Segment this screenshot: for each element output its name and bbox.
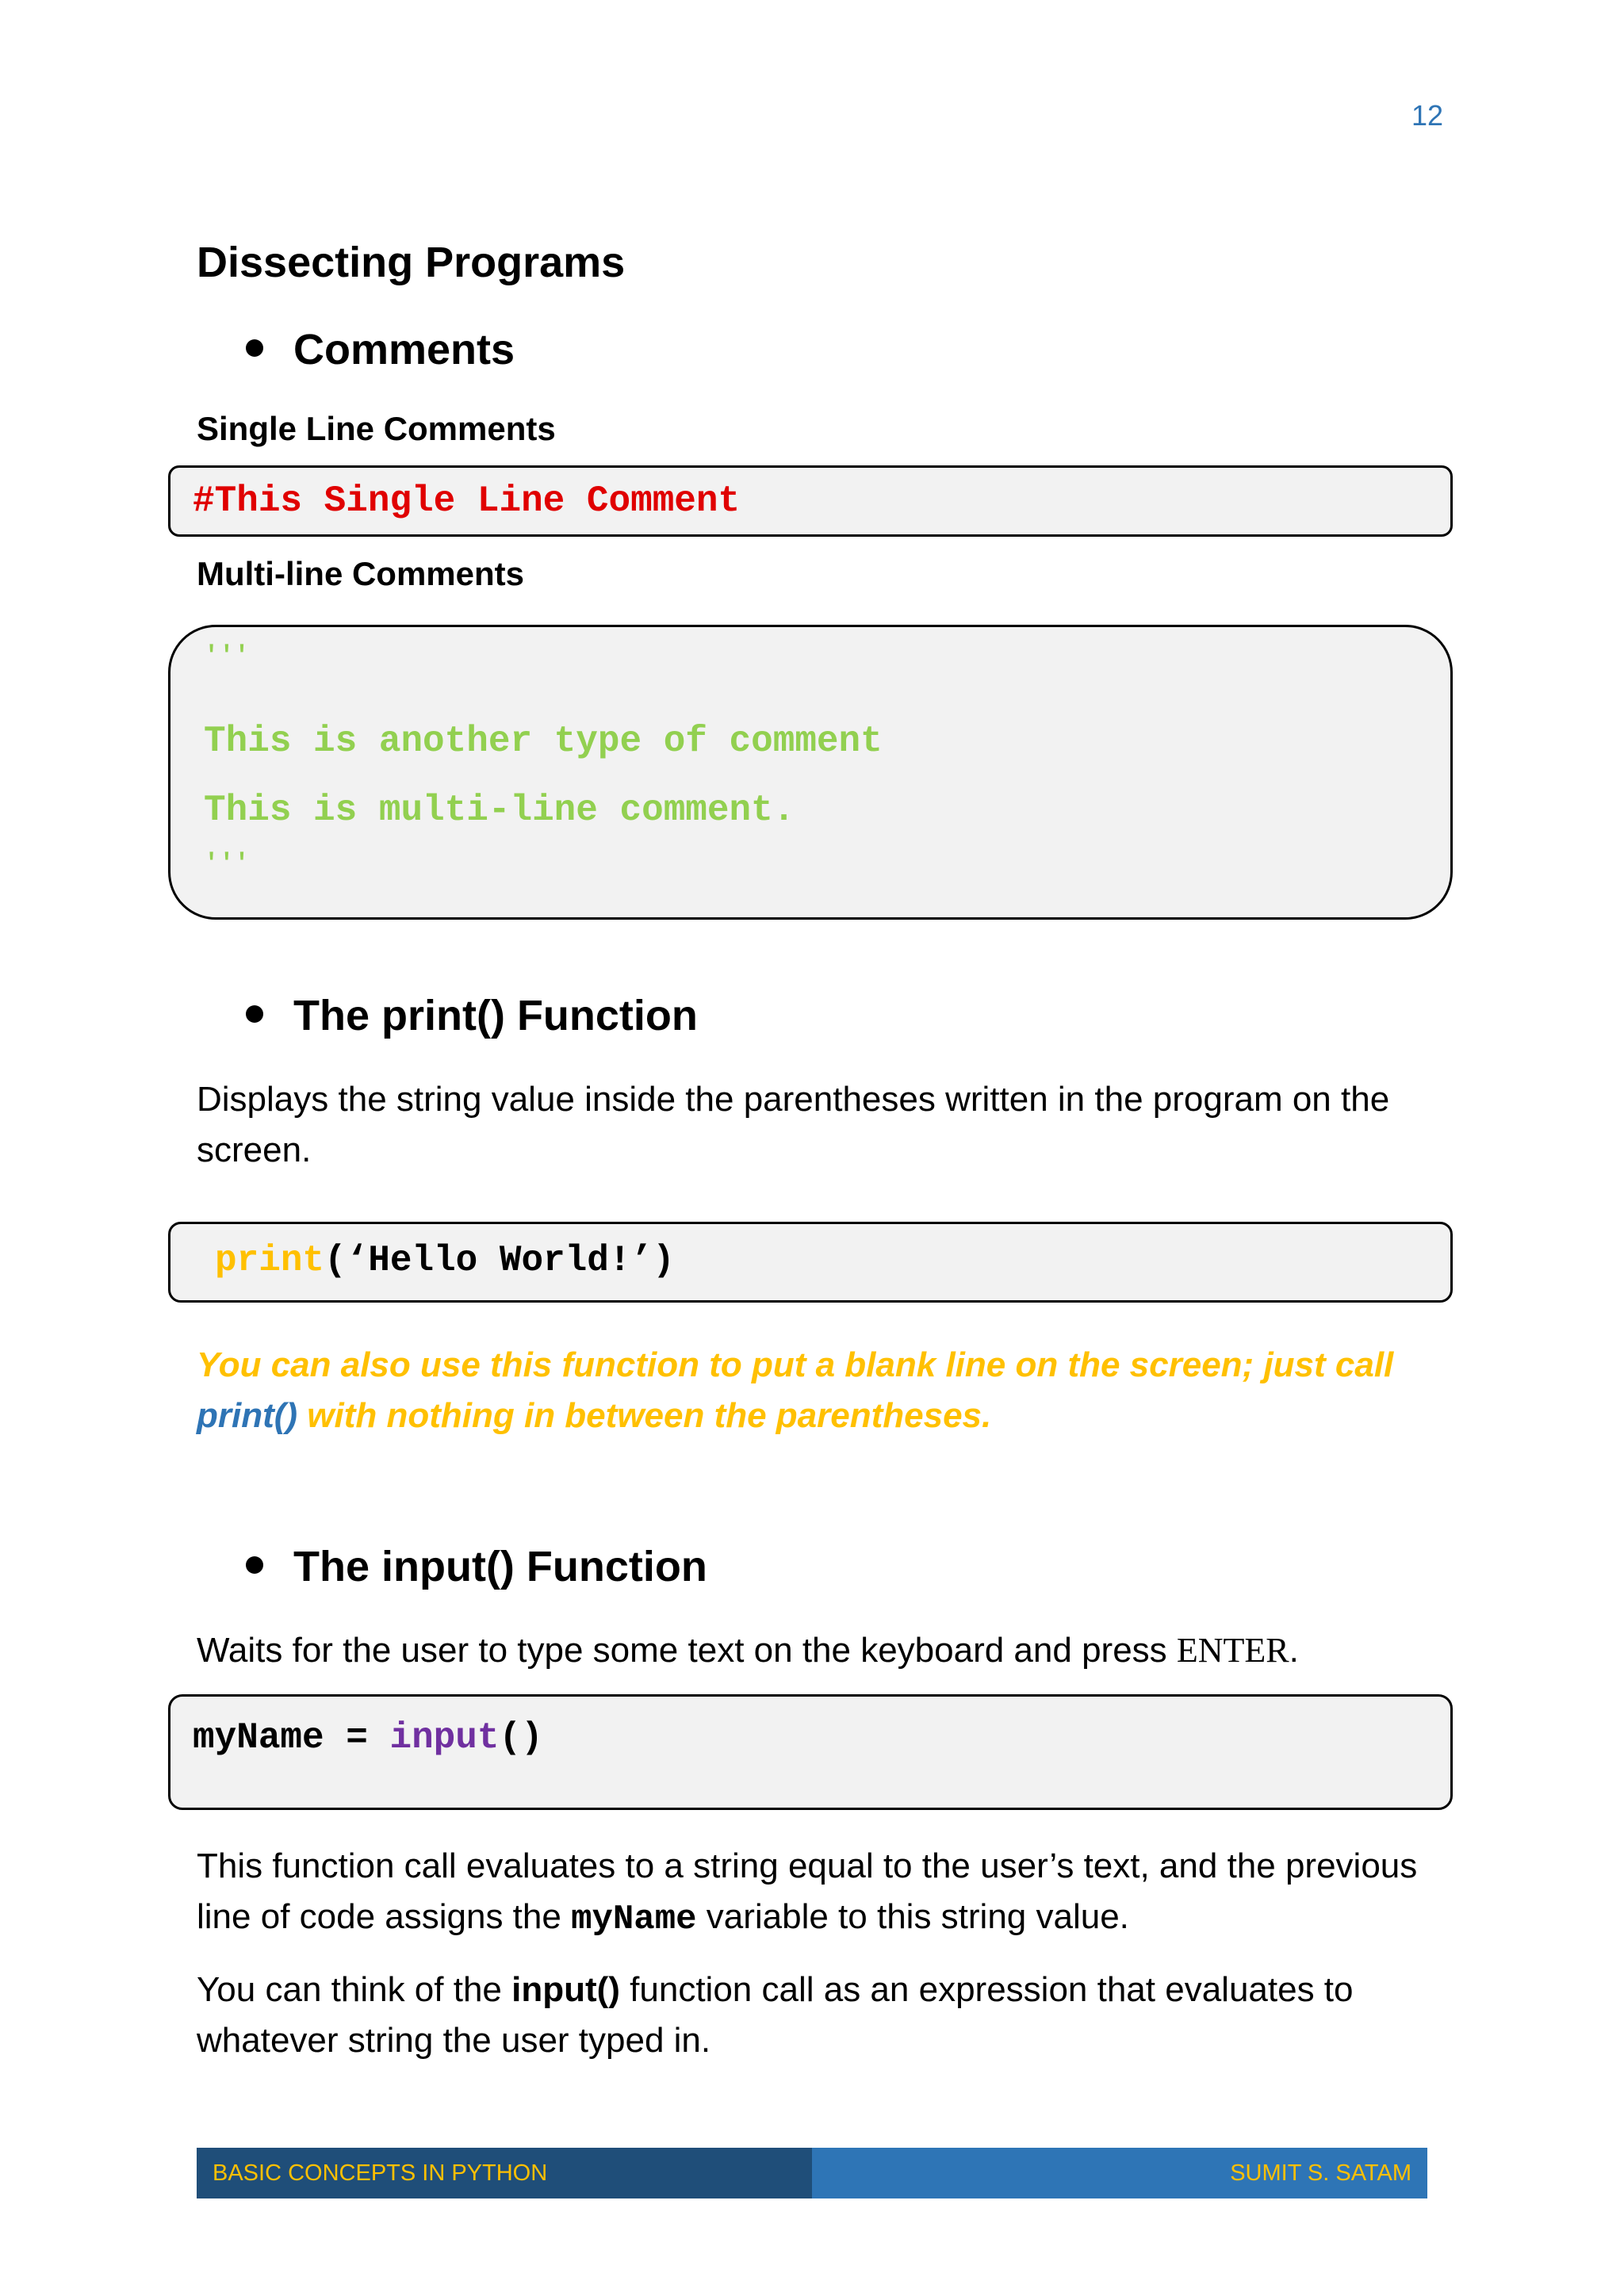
multi-line-code-line: ''' [204, 641, 250, 671]
section-title: Dissecting Programs [197, 239, 626, 286]
input-heading-text: The input() Function [293, 1543, 707, 1590]
multi-line-comments-heading: Multi-line Comments [197, 555, 525, 592]
print-heading [246, 991, 698, 1040]
print-note [197, 1340, 1465, 1441]
multi-line-code-box [168, 625, 1453, 920]
para2-fn: input() [511, 1970, 620, 2009]
input-code-parens: () [499, 1717, 543, 1758]
print-note-text: You can also use this function to put a blank line on the screen; just call [197, 1345, 1394, 1384]
print-description: Displays the string value inside the parentheses written in the program on the screen. [197, 1080, 1390, 1169]
print-heading-text: The print() Function [293, 992, 698, 1039]
bullet-icon [246, 339, 263, 357]
enter-key-text: ENTER [1176, 1631, 1289, 1670]
input-description [197, 1625, 1450, 1676]
footer-left-text: BASIC CONCEPTS IN PYTHON [213, 2160, 548, 2186]
para1-text: This function call evaluates to a string equal to the user’s text, and the previous line of code assigns the [197, 1846, 1418, 1936]
print-code-args: (‘Hello World!’) [324, 1240, 675, 1281]
single-line-code-box [168, 465, 1453, 537]
input-code-func: input [389, 1717, 500, 1758]
comments-heading [246, 325, 515, 374]
bullet-icon [246, 1556, 263, 1574]
multi-line-code-line: ''' [204, 849, 250, 878]
bullet-icon [246, 1005, 263, 1023]
single-line-comments-heading: Single Line Comments [197, 410, 556, 447]
input-code-box [168, 1694, 1453, 1810]
print-code-box [168, 1222, 1453, 1303]
input-code [193, 1717, 543, 1758]
footer-right-text: SUMIT S. SATAM [1230, 2160, 1411, 2186]
para2-text-2: function call as an expression that evaluates to whatever string the user typed in. [197, 1970, 1354, 2060]
print-code-func: print [215, 1240, 325, 1281]
para2-text: You can think of the [197, 1970, 512, 2009]
print-note-fn: print() [197, 1396, 298, 1435]
page-number: 12 [1411, 99, 1443, 132]
para1-var: myName [571, 1900, 697, 1939]
multi-line-code-line: This is multi-line comment. [204, 790, 795, 831]
input-heading [246, 1542, 707, 1591]
print-note-text-2: with nothing in between the parentheses. [297, 1396, 992, 1435]
para1-text-2: variable to this string value. [696, 1897, 1129, 1936]
input-paragraph-1 [197, 1841, 1450, 1945]
multi-line-code-line: This is another type of comment [204, 721, 883, 762]
input-description-text: Waits for the user to type some text on the keyboard and press [197, 1631, 1177, 1670]
input-paragraph-2 [197, 1965, 1450, 2066]
input-code-eq: = [324, 1717, 390, 1758]
comments-heading-text: Comments [293, 326, 515, 373]
single-line-code: #This Single Line Comment [193, 480, 741, 522]
input-code-var: myName [193, 1717, 324, 1758]
footer-right-bar [812, 2148, 1427, 2198]
footer-left-bar [197, 2148, 812, 2198]
print-code [215, 1240, 675, 1281]
input-description-end: . [1289, 1631, 1299, 1670]
